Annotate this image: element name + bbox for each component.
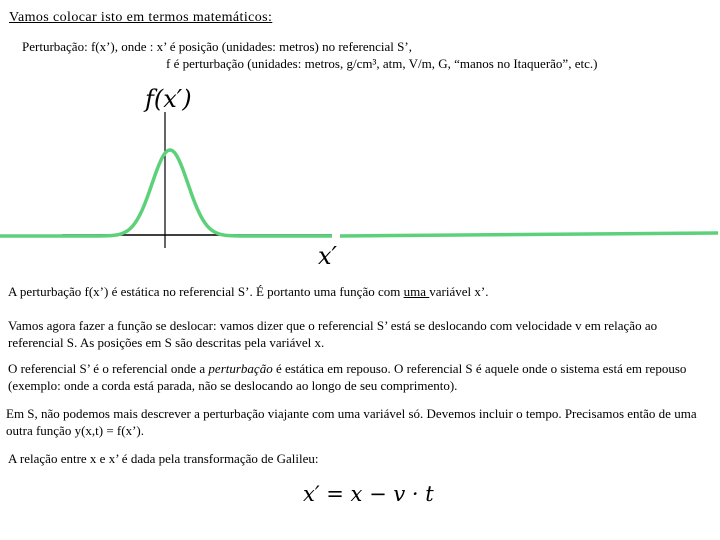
galilean-transformation-formula: x′ = x − v · t bbox=[303, 482, 434, 506]
paragraph-reference-frames bbox=[8, 360, 714, 394]
y-axis-label: f(x′) bbox=[145, 85, 192, 113]
gaussian-pulse-curve bbox=[100, 150, 240, 236]
italic-word: perturbação bbox=[208, 361, 273, 376]
baseline-curve-right bbox=[240, 233, 718, 236]
paragraph-1-text: A perturbação f(x’) é estática no referencial S’. É portanto uma função com bbox=[8, 284, 404, 299]
x-axis-label: x′ bbox=[318, 242, 337, 270]
paragraph-3-end: é estática em repouso. O referencial S é aquele onde o sistema está em repouso (exemplo: onde a corda está parada, não se deslocando ao longo de seu comprimento). bbox=[8, 361, 687, 393]
paragraph-galilean-intro: A relação entre x e x’ é dada pela transformação de Galileu: bbox=[8, 451, 319, 466]
underlined-word: uma bbox=[403, 284, 430, 299]
paragraph-time-dependence: Em S, não podemos mais descrever a perturbação viajante com uma variável só. Devemos incluir o tempo. Precisamos então de uma outra função y(x,t) = f(x’). bbox=[6, 406, 697, 438]
definition-line-2: f é perturbação (unidades: metros, g/cm³, atm, V/m, G, “manos no Itaquerão”, etc.) bbox=[166, 56, 598, 71]
definition-line-1: Perturbação: f(x’), onde : x’ é posição (unidades: metros) no referencial S’, bbox=[22, 39, 412, 54]
slide-title: Vamos colocar isto em termos matemáticos: bbox=[9, 10, 273, 25]
paragraph-1-end: variável x’. bbox=[429, 284, 489, 299]
paragraph-3-text: O referencial S’ é o referencial onde a bbox=[8, 361, 209, 376]
paragraph-moving-frame: Vamos agora fazer a função se deslocar: vamos dizer que o referencial S’ está se deslocando com velocidade v em relação ao referencial S. As posições em S são descritas pela variável x. bbox=[8, 318, 658, 350]
paragraph-static-function bbox=[8, 283, 714, 300]
